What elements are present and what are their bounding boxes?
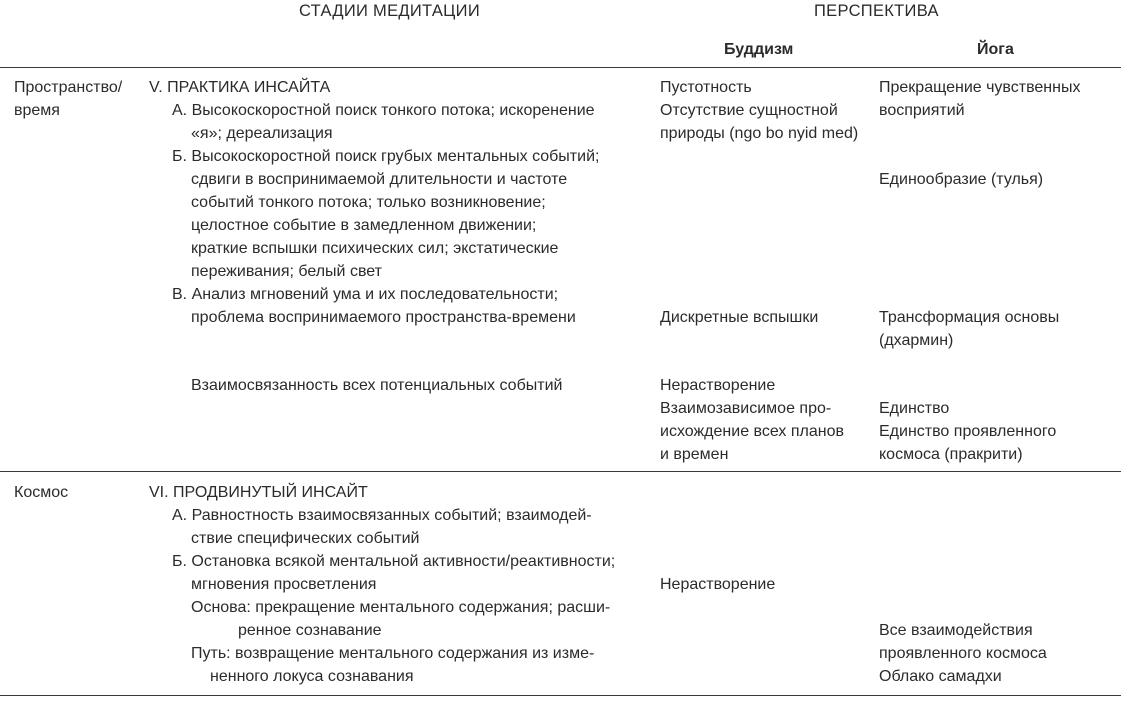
stage-line: Б. Остановка всякой ментальной активности/реактивности; xyxy=(172,553,616,570)
buddhism-cell: Нерастворение xyxy=(660,576,776,593)
category-space-time-line1: Пространство/ xyxy=(14,79,123,96)
stage-line: ренное сознавание xyxy=(238,622,382,639)
buddhism-cell: Пустотность xyxy=(660,79,752,96)
stage-line: Взаимосвязанность всех потенциальных событий xyxy=(191,377,563,394)
buddhism-cell: Взаимозависимое про- xyxy=(660,400,832,417)
yoga-cell: проявленного космоса xyxy=(879,645,1047,662)
stage-line: проблема воспринимаемого пространства-времени xyxy=(191,309,576,326)
stage-title-v: V. ПРАКТИКА ИНСАЙТА xyxy=(149,79,331,96)
yoga-cell: Единообразие (тулья) xyxy=(879,171,1044,188)
category-cosmos: Космос xyxy=(14,484,69,501)
stage-line: Б. Высокоскоростной поиск грубых ментальных событий; xyxy=(172,148,600,165)
buddhism-cell: природы (ngo bo nyid med) xyxy=(660,125,859,142)
stage-line: целостное событие в замедленном движении; xyxy=(191,217,537,234)
stage-line: ствие специфических событий xyxy=(191,530,420,547)
stage-line: Путь: возвращение ментального содержания из изме- xyxy=(191,645,595,662)
buddhism-cell: Дискретные вспышки xyxy=(660,309,819,326)
perspective-header: ПЕРСПЕКТИВА xyxy=(814,2,939,20)
yoga-cell: космоса (пракрити) xyxy=(879,446,1023,463)
stage-title-vi: VI. ПРОДВИНУТЫЙ ИНСАЙТ xyxy=(149,484,368,501)
yoga-cell: Прекращение чувственных xyxy=(879,79,1081,96)
section-rule xyxy=(0,471,1121,472)
buddhism-cell: и времен xyxy=(660,446,729,463)
yoga-cell: Все взаимодействия xyxy=(879,622,1033,639)
stage-line: мгновения просветления xyxy=(191,576,377,593)
stage-line: сдвиги в воспринимаемой длительности и частоте xyxy=(191,171,568,188)
stage-line: А. Высокоскоростной поиск тонкого потока; искоренение xyxy=(172,102,595,119)
yoga-cell: (дхармин) xyxy=(879,332,954,349)
stage-line: переживания; белый свет xyxy=(191,263,382,280)
header-rule xyxy=(0,67,1121,68)
yoga-column-header: Йога xyxy=(977,41,1014,58)
buddhism-column-header: Буддизм xyxy=(724,41,794,58)
stage-line: А. Равностность взаимосвязанных событий; взаимодей- xyxy=(172,507,592,524)
stage-line: событий тонкого потока; только возникновение; xyxy=(191,194,546,211)
stage-line: Основа: прекращение ментального содержания; расши- xyxy=(191,599,611,616)
stage-line: «я»; дереализация xyxy=(191,125,333,142)
stage-line: ненного локуса сознавания xyxy=(210,668,414,685)
yoga-cell: восприятий xyxy=(879,102,965,119)
yoga-cell: Облако самадхи xyxy=(879,668,1002,685)
yoga-cell: Единство xyxy=(879,400,950,417)
stage-line: краткие вспышки психических сил; экстатические xyxy=(191,240,559,257)
yoga-cell: Единство проявленного xyxy=(879,423,1057,440)
stage-line: В. Анализ мгновений ума и их последовательности; xyxy=(172,286,559,303)
bottom-rule xyxy=(0,695,1121,696)
buddhism-cell: Нерастворение xyxy=(660,377,776,394)
category-space-time-line2: время xyxy=(14,102,60,119)
stages-header: СТАДИИ МЕДИТАЦИИ xyxy=(299,2,480,20)
yoga-cell: Трансформация основы xyxy=(879,309,1060,326)
buddhism-cell: Отсутствие сущностной xyxy=(660,102,838,119)
buddhism-cell: исхождение всех планов xyxy=(660,423,844,440)
